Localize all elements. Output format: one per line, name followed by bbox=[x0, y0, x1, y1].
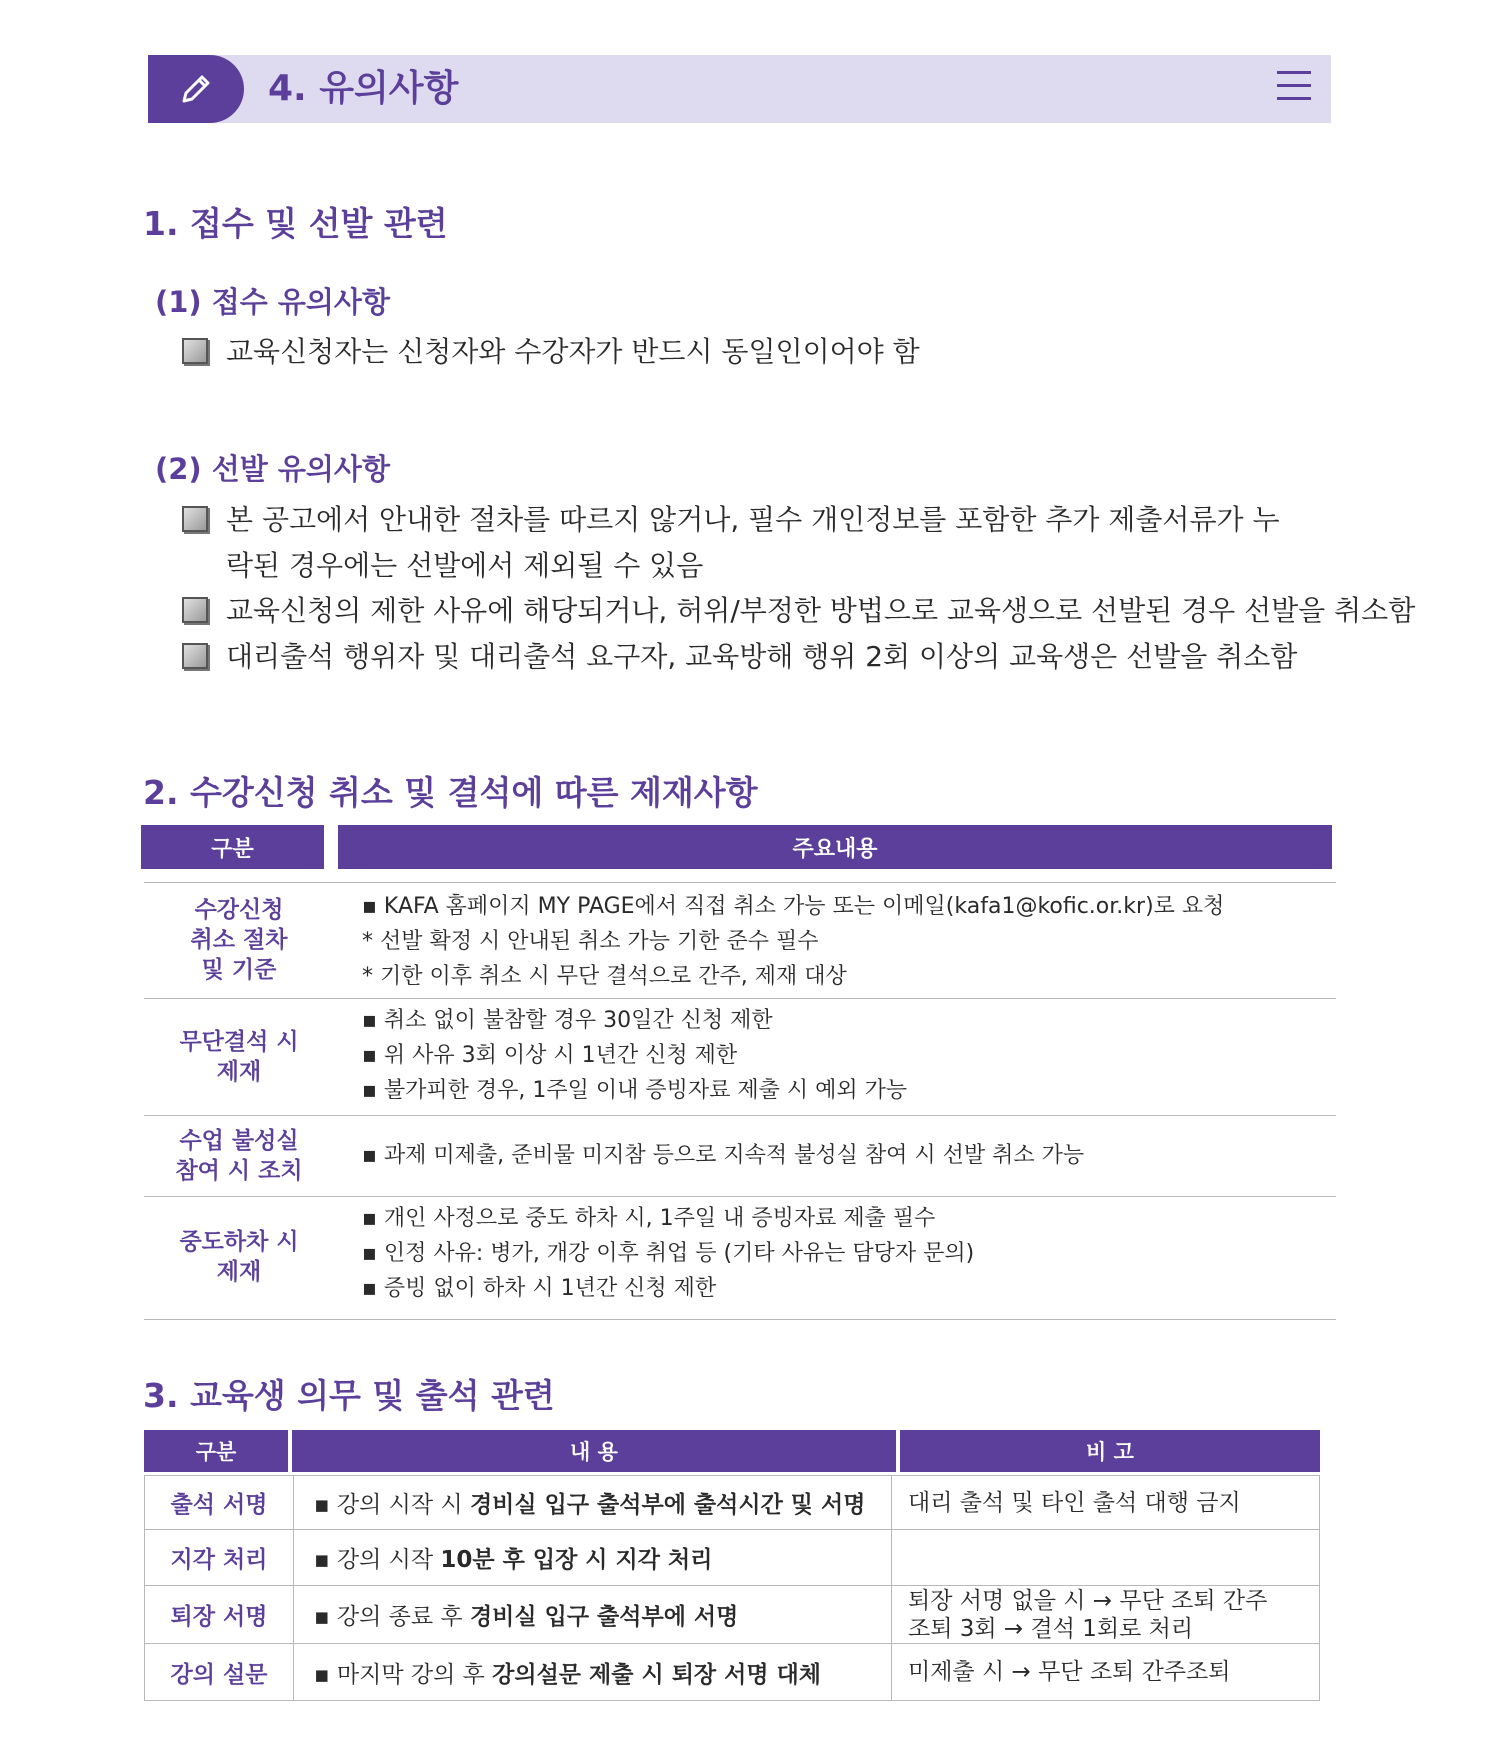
banner-title: 4. 유의사항 bbox=[268, 68, 459, 109]
row-label: 무단결석 시 제재 bbox=[179, 1029, 299, 1085]
pencil-icon bbox=[176, 69, 216, 109]
bullet-item: 교육신청의 제한 사유에 해당되거나, 허위/부정한 방법으로 교육생으로 선발된 경우 선발을 취소함 bbox=[182, 588, 1415, 634]
banner-tab bbox=[148, 55, 244, 123]
table-row bbox=[144, 882, 1336, 999]
table-3-header-category: 구분 bbox=[144, 1430, 288, 1472]
row-content: ▪ 취소 없이 불참할 경우 30일간 신청 제한 ▪ 위 사유 3회 이상 시 1년간 신청 제한 ▪ 불가피한 경우, 1주일 이내 증빙자료 제출 시 예외 가능 bbox=[362, 1008, 908, 1103]
section-1-sub-2-title: (2) 선발 유의사항 bbox=[155, 452, 390, 486]
section-2-title: 2. 수강신청 취소 및 결석에 따른 제재사항 bbox=[143, 773, 758, 812]
section-banner bbox=[148, 55, 1331, 123]
table-3-header-note: 비 고 bbox=[900, 1430, 1320, 1472]
table-row bbox=[144, 1115, 1336, 1197]
checkbox-icon bbox=[182, 597, 208, 623]
table-3-header-content: 내 용 bbox=[292, 1430, 896, 1472]
bullet-item: 본 공고에서 안내한 절차를 따르지 않거나, 필수 개인정보를 포함한 추가 제출서류가 누 락된 경우에는 선발에서 제외될 수 있음 bbox=[182, 497, 1280, 589]
table-row: 지각 처리 ▪ 강의 시작 10분 후 입장 시 지각 처리 bbox=[144, 1529, 1320, 1586]
table-2-header-category: 구분 bbox=[141, 825, 324, 869]
row-label: 수업 불성실 참여 시 조치 bbox=[175, 1128, 303, 1184]
checkbox-icon bbox=[182, 643, 208, 669]
section-1-sub-1-title: (1) 접수 유의사항 bbox=[155, 285, 390, 319]
table-row: 출석 서명 ▪ 강의 시작 시 경비실 입구 출석부에 출석시간 및 서명 대리 출석 및 타인 출석 대행 금지 bbox=[144, 1475, 1320, 1530]
bullet-item: 대리출석 행위자 및 대리출석 요구자, 교육방해 행위 2회 이상의 교육생은 선발을 취소함 bbox=[182, 634, 1297, 680]
bullet-item: 교육신청자는 신청자와 수강자가 반드시 동일인이어야 함 bbox=[182, 329, 920, 375]
row-label: 수강신청 취소 절차 및 기준 bbox=[190, 897, 288, 983]
table-row bbox=[144, 1196, 1336, 1320]
section-1-title: 1. 접수 및 선발 관련 bbox=[143, 204, 448, 243]
row-content: ▪ 개인 사정으로 중도 하차 시, 1주일 내 증빙자료 제출 필수 ▪ 인정 사유: 병가, 개강 이후 취업 등 (기타 사유는 담당자 문의) ▪ 증빙 없이 하차 시 1년간 신청 제한 bbox=[362, 1206, 975, 1301]
table-row: 강의 설문 ▪ 마지막 강의 후 강의설문 제출 시 퇴장 서명 대체 미제출 시 → 무단 조퇴 간주조퇴 bbox=[144, 1644, 1320, 1701]
row-content: ▪ KAFA 홈페이지 MY PAGE에서 직접 취소 가능 또는 이메일(kafa1@kofic.or.kr)로 요청 * 선발 확정 시 안내된 취소 가능 기한 준수 필수 * 기한 이후 취소 시 무단 결석으로 간주, 제재 대상 bbox=[362, 894, 1225, 989]
table-row: 퇴장 서명 ▪ 강의 종료 후 경비실 입구 출석부에 서명 퇴장 서명 없을 시 → 무단 조퇴 간주 조퇴 3회 → 결석 1회로 처리 bbox=[144, 1586, 1320, 1644]
checkbox-icon bbox=[182, 338, 208, 364]
row-content: ▪ 과제 미제출, 준비물 미지참 등으로 지속적 불성실 참여 시 선발 취소 가능 bbox=[362, 1143, 1085, 1168]
table-2-header-content: 주요내용 bbox=[338, 825, 1332, 869]
menu-icon[interactable] bbox=[1277, 71, 1311, 105]
row-label: 중도하차 시 제재 bbox=[179, 1229, 299, 1285]
checkbox-icon bbox=[182, 506, 208, 532]
section-3-title: 3. 교육생 의무 및 출석 관련 bbox=[143, 1376, 555, 1415]
table-row bbox=[144, 998, 1336, 1116]
